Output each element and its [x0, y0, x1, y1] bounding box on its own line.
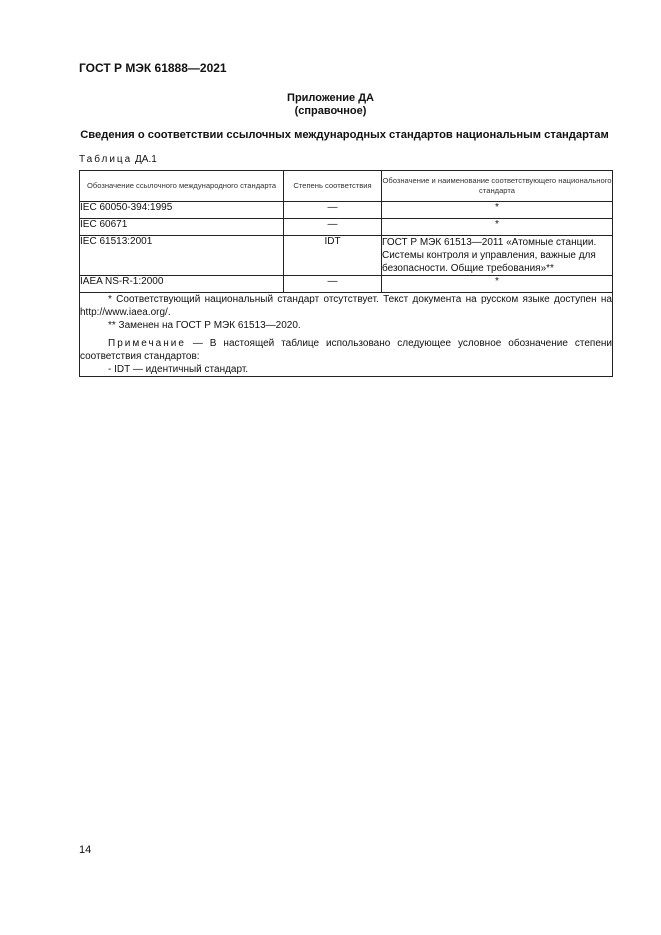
cell-standard: IEC 60671: [80, 219, 284, 236]
cell-standard: IEC 61513:2001: [80, 236, 284, 276]
table-notes-row: [80, 293, 613, 377]
table-row: [80, 276, 613, 293]
cell-degree: —: [284, 219, 382, 236]
table-header-row: [80, 171, 613, 202]
footnote-1: * Соответствующий национальный стандарт отсутствует. Текст документа на русском языке доступен на http://www.iaea.org/.: [80, 294, 612, 318]
cell-standard: IAEA NS-R-1:2000: [80, 276, 284, 293]
header-national-standard: Обозначение и наименование соответствующего национального стандарта: [382, 171, 613, 202]
cell-national: *: [382, 219, 613, 236]
note-text: — В настоящей таблице использовано следующее условное обозначение степени соответствия стандартов:: [80, 338, 612, 362]
cell-national: *: [382, 276, 613, 293]
table-note: [80, 337, 612, 363]
cell-degree: —: [284, 276, 382, 293]
header-international-standard: Обозначение ссылочного международного стандарта: [80, 171, 284, 202]
table-label: [79, 154, 157, 165]
cell-degree: IDT: [284, 236, 382, 276]
cell-standard: IEC 60050-394:1995: [80, 202, 284, 219]
cell-national: *: [382, 202, 613, 219]
annex-caption: Сведения о соответствии ссылочных международных стандартов национальным стандартам: [80, 129, 609, 141]
document-code: ГОСТ Р МЭК 61888—2021: [79, 61, 227, 75]
annex-title: Приложение ДА: [287, 92, 374, 104]
table-label-word: Таблица: [79, 154, 133, 165]
annex-subtitle: (справочное): [294, 105, 367, 117]
table-label-number: ДА.1: [135, 154, 157, 165]
note-item: - IDT — идентичный стандарт.: [108, 364, 249, 375]
correspondence-table: [79, 170, 613, 377]
header-degree: Степень соответствия: [284, 171, 382, 202]
table-notes: [80, 293, 613, 377]
cell-national: ГОСТ Р МЭК 61513—2011 «Атомные станции. Системы контроля и управления, важные для безопасности. Общие требования»**: [382, 236, 613, 276]
table-row: [80, 202, 613, 219]
footnote-2: ** Заменен на ГОСТ Р МЭК 61513—2020.: [108, 320, 301, 331]
note-label: Примечание: [108, 338, 186, 349]
cell-degree: —: [284, 202, 382, 219]
page-number: 14: [79, 844, 92, 856]
table-row: [80, 236, 613, 276]
table-row: [80, 219, 613, 236]
